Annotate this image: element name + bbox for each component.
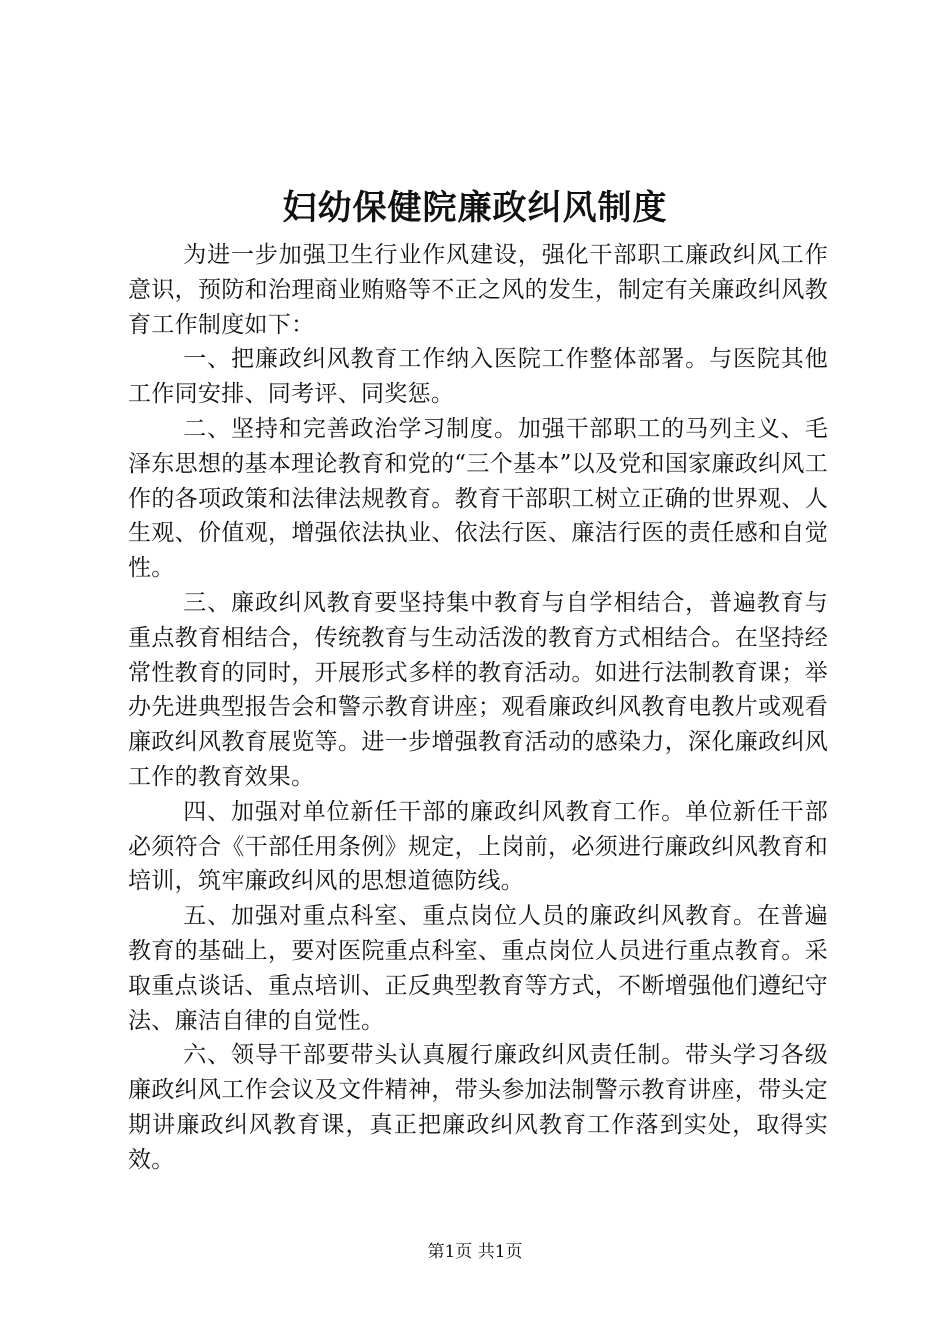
document-title: 妇幼保健院廉政纠风制度 bbox=[282, 188, 668, 228]
page-footer: 第1页 共1页 bbox=[427, 1242, 523, 1262]
paragraph-4: 四、加强对单位新任干部的廉政纠风教育工作。单位新任干部必须符合《干部任用条例》规定，上岗前，必须进行廉政纠风教育和培训，筑牢廉政纠风的思想道德防线。 bbox=[128, 798, 828, 895]
paragraph-3: 三、廉政纠风教育要坚持集中教育与自学相结合，普遍教育与重点教育相结合，传统教育与生动活泼的教育方式相结合。在坚持经常性教育的同时，开展形式多样的教育活动。如进行法制教育课；举办先进典型报告会和警示教育讲座；观看廉政纠风教育电教片或观看廉政纠风教育展览等。进一步增强教育活动的感染力，深化廉政纠风工作的教育效果。 bbox=[128, 589, 828, 790]
paragraph-2: 二、坚持和完善政治学习制度。加强干部职工的马列主义、毛泽东思想的基本理论教育和党的“三个基本”以及党和国家廉政纠风工作的各项政策和法律法规教育。教育干部职工树立正确的世界观、人生观、价值观，增强依法执业、依法行医、廉洁行医的责任感和自觉性。 bbox=[128, 415, 828, 582]
document-body bbox=[128, 238, 828, 1178]
paragraph-1: 一、把廉政纠风教育工作纳入医院工作整体部署。与医院其他工作同安排、同考评、同奖惩。 bbox=[128, 346, 828, 408]
paragraph-5: 五、加强对重点科室、重点岗位人员的廉政纠风教育。在普遍教育的基础上，要对医院重点科室、重点岗位人员进行重点教育。采取重点谈话、重点培训、正反典型教育等方式，不断增强他们遵纪守法、廉洁自律的自觉性。 bbox=[128, 903, 828, 1034]
paragraph-6: 六、领导干部要带头认真履行廉政纠风责任制。带头学习各级廉政纠风工作会议及文件精神，带头参加法制警示教育讲座，带头定期讲廉政纠风教育课，真正把廉政纠风教育工作落到实处，取得实效。 bbox=[128, 1042, 828, 1173]
paragraph-intro: 为进一步加强卫生行业作风建设，强化干部职工廉政纠风工作意识，预防和治理商业贿赂等不正之风的发生，制定有关廉政纠风教育工作制度如下： bbox=[128, 242, 828, 338]
